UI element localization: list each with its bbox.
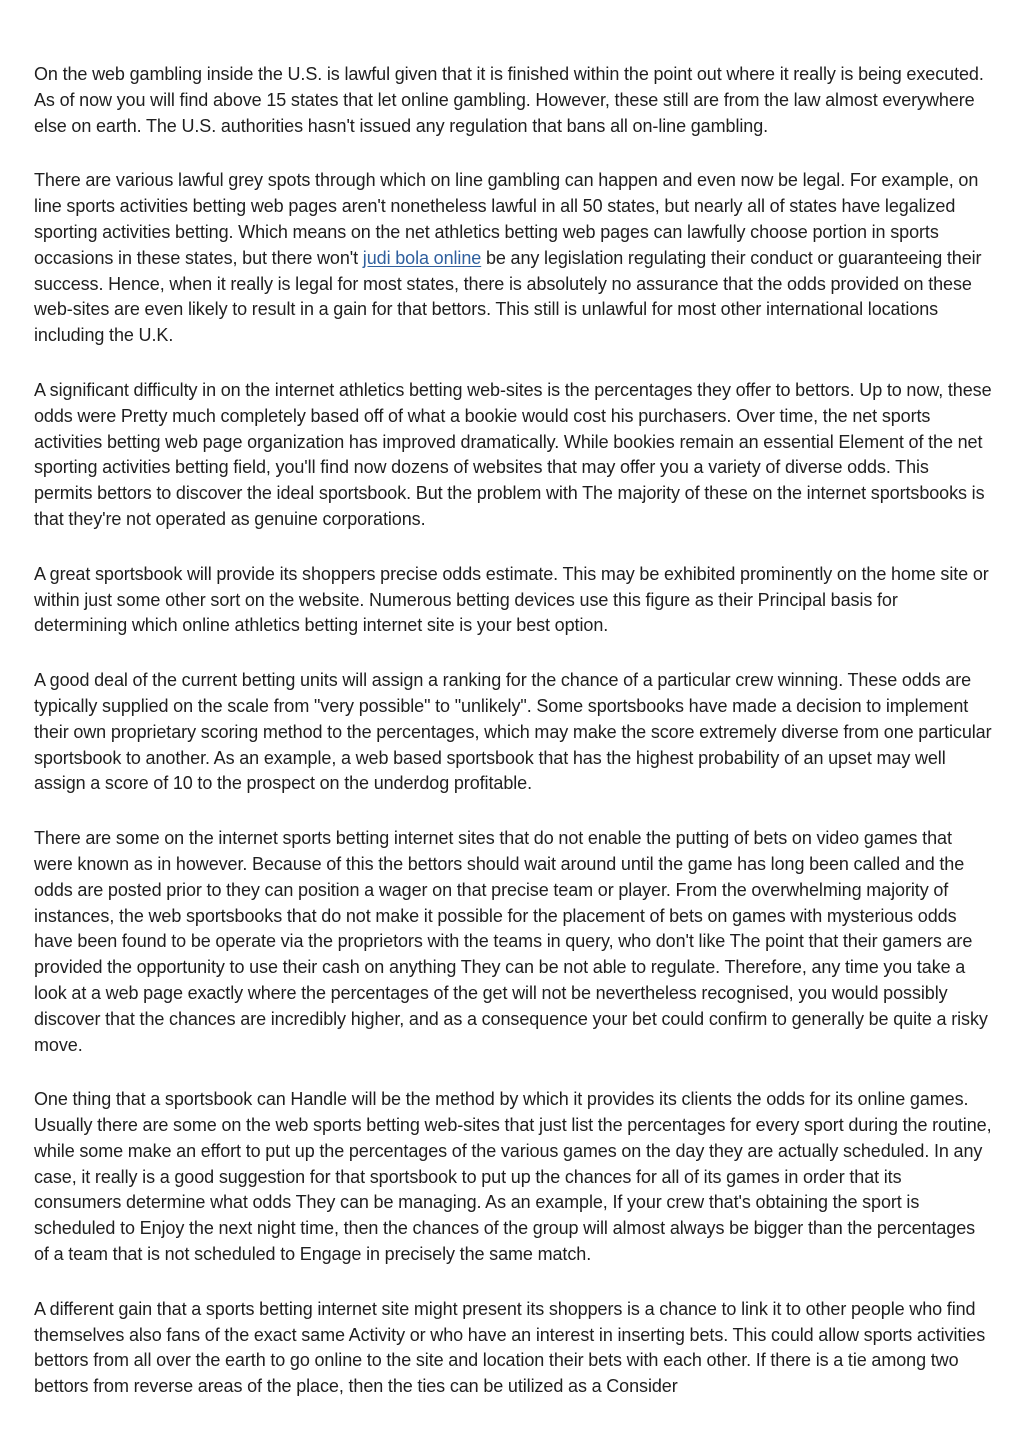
paragraph-4: A great sportsbook will provide its shoppers precise odds estimate. This may be exhibited prominently on the home site or within just some other sort on the website. Numerous betting devices use this figure as their Principal basis for determining which online athletics betting internet site is your best option. <box>34 563 989 636</box>
paragraph-7: One thing that a sportsbook can Handle will be the method by which it provides its clients the odds for its online games. Usually there are some on the web sports betting web-sites that just list the percentages for every sport during the routine, while some make an effort to put up the percentages of the various games on the day they are actually scheduled. In any case, it really is a good suggestion for that sportsbook to put up the chances for all of its games in order that its consumers determine what odds They can be managing. As an example, If your crew that's obtaining the sport is scheduled to Enjoy the next night time, then the chances of the group will almost always be bigger than the percentages of a team that is not scheduled to Engage in precisely the same match. <box>34 1089 992 1265</box>
paragraph-3: A significant difficulty in on the internet athletics betting web-sites is the percentages they offer to bettors. Up to now, these odds were Pretty much completely based off of what a bookie would cost his purchasers. Over time, the net sports activities betting web page organization has improved dramatically. While bookies remain an essential Element of the net sporting activities betting field, you'll find now dozens of websites that may offer you a variety of diverse odds. This permits bettors to discover the ideal sportsbook. But the problem with The majority of these on the internet sportsbooks is that they're not operated as genuine corporations. <box>34 379 992 529</box>
paragraph-8: A different gain that a sports betting internet site might present its shoppers is a chance to link it to other people who find themselves also fans of the exact same Activity or who have an interest in inserting bets. This could allow sports activities bettors from all over the earth to go online to the site and location their bets with each other. If there is a tie among two bettors from reverse areas of the place, then the ties can be utilized as a Consider <box>34 1298 986 1397</box>
paragraph-2 <box>34 168 992 349</box>
judi-bola-online-link[interactable]: judi bola online <box>362 247 482 268</box>
paragraph-5: A good deal of the current betting units will assign a ranking for the chance of a particular crew winning. These odds are typically supplied on the scale from "very possible" to "unlikely". Some sportsbooks have made a decision to implement their own proprietary scoring method to the percentages, which may make the score extremely diverse from one particular sportsbook to another. As an example, a web based sportsbook that has the highest probability of an upset may well assign a score of 10 to the prospect on the underdog profitable. <box>34 670 992 794</box>
document-body <box>34 62 992 1429</box>
paragraph-6: There are some on the internet sports betting internet sites that do not enable the putting of bets on video games that were known as in however. Because of this the bettors should wait around until the game has long been called and the odds are posted prior to they can position a wager on that precise team or player. From the overwhelming majority of instances, the web sportsbooks that do not make it possible for the placement of bets on games with mysterious odds have been found to be operate via the proprietors with the teams in query, who don't like The point that their gamers are provided the opportunity to use their cash on anything They can be not able to regulate. Therefore, any time you take a look at a web page exactly where the percentages of the get will not be nevertheless recognised, you would possibly discover that the chances are incredibly higher, and as a consequence your bet could confirm to generally be quite a risky move. <box>34 828 988 1055</box>
paragraph-2-text-before-link: There are various lawful grey spots through which on line gambling can happen and even now be legal. For example, on line sports activities betting web pages aren't nonetheless lawful in all 50 states, but nearly all of states have legalized sporting activities betting. Which means on the net athletics betting web pages can lawfully choose portion in sports occasions in these states, but there won't <box>34 170 979 268</box>
paragraph-2-text-after-link: be any legislation regulating their conduct or guaranteeing their success. Hence, when it really is legal for most states, there is absolutely no assurance that the odds provided on these web-sites are even likely to result in a gain for that bettors. This still is unlawful for most other international locations including the U.K. <box>34 247 982 346</box>
paragraph-1: On the web gambling inside the U.S. is lawful given that it is finished within the point out where it really is being executed. As of now you will find above 15 states that let online gambling. However, these still are from the law almost everywhere else on earth. The U.S. authorities hasn't issued any regulation that bans all on-line gambling. <box>34 64 984 136</box>
